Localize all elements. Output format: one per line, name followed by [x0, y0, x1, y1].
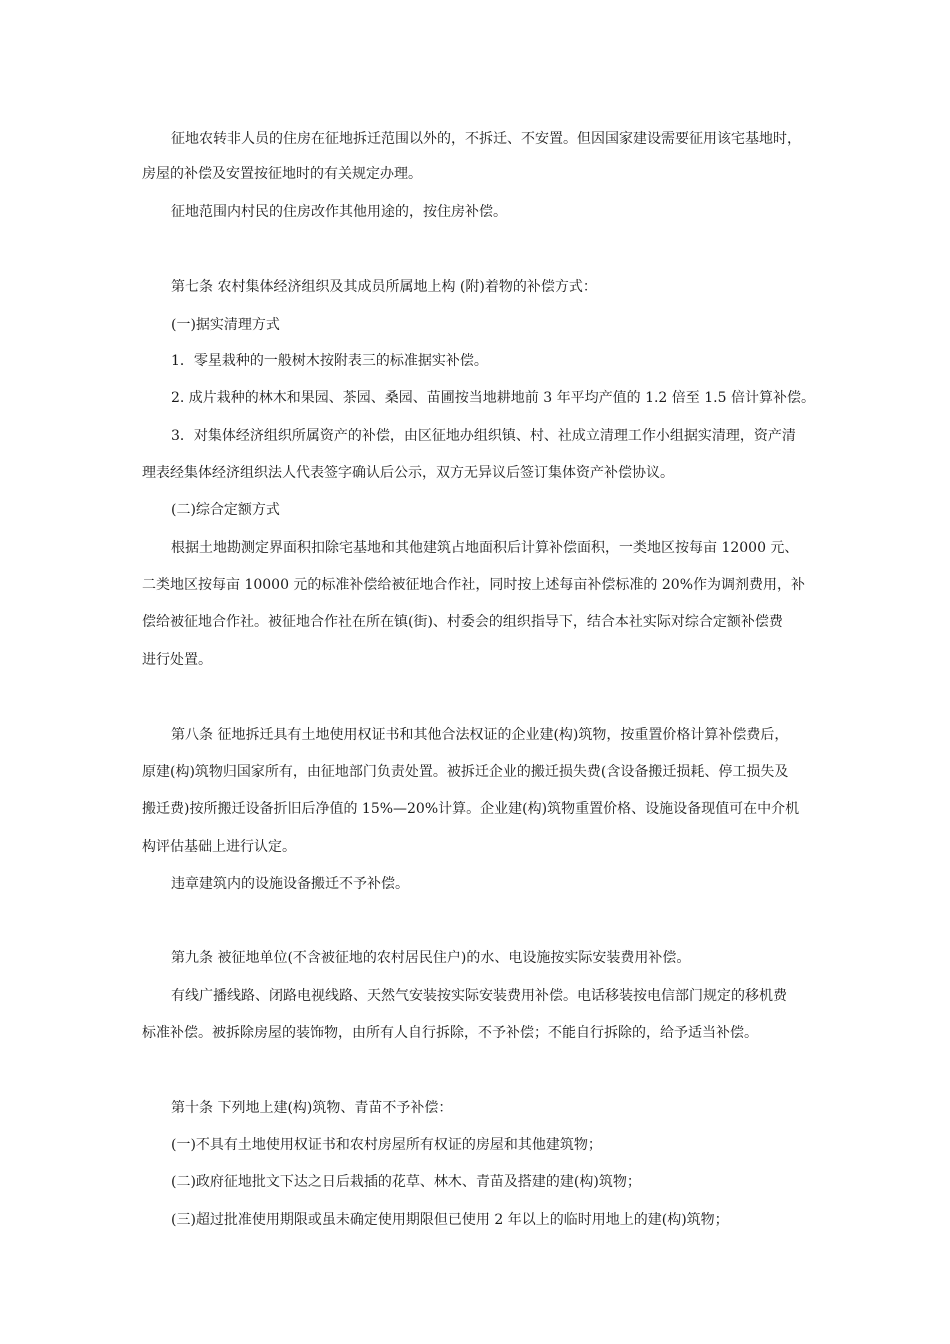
article-heading: 第十条 下列地上建(构)筑物、青苗不予补偿： [171, 1100, 453, 1116]
paragraph-line: 二类地区按每亩 10000 元的标准补偿给被征地合作社，同时按上述每亩补偿标准的 20%作为调剂费用，补 [142, 577, 806, 593]
paragraph-line: 征地范围内村民的住房改作其他用途的，按住房补偿。 [171, 204, 507, 220]
paragraph-line: 原建(构)筑物归国家所有，由征地部门负责处置。被拆迁企业的搬迁损失费(含设备搬迁损耗、停工损失及 [142, 764, 789, 780]
list-item: (二)政府征地批文下达之日后栽插的花草、林木、青苗及搭建的建(构)筑物； [171, 1174, 641, 1190]
paragraph-line: 有线广播线路、闭路电视线路、天然气安装按实际安装费用补偿。电话移装按电信部门规定的移机费 [171, 988, 787, 1004]
list-item: (三)超过批准使用期限或虽未确定使用期限但已使用 2 年以上的临时用地上的建(构)筑物； [171, 1212, 729, 1228]
paragraph-line: 构评估基础上进行认定。 [142, 839, 296, 855]
paragraph-line: 根据土地勘测定界面积扣除宅基地和其他建筑占地面积后计算补偿面积，一类地区按每亩 12000 元、 [171, 540, 799, 556]
list-item: (一)不具有土地使用权证书和农村房屋所有权证的房屋和其他建筑物； [171, 1137, 602, 1153]
list-item: 2. 成片栽种的林木和果园、茶园、桑园、苗圃按当地耕地前 3 年平均产值的 1.2 倍至 1.5 倍计算补偿。 [171, 390, 815, 406]
paragraph-line: 搬迁费)按所搬迁设备折旧后净值的 15%—20%计算。企业建(构)筑物重置价格、设施设备现值可在中介机 [142, 801, 800, 817]
paragraph-line: 违章建筑内的设施设备搬迁不予补偿。 [171, 876, 409, 892]
article-heading: 第七条 农村集体经济组织及其成员所属地上构 (附)着物的补偿方式： [171, 279, 597, 295]
paragraph-line: 标准补偿。被拆除房屋的装饰物，由所有人自行拆除，不予补偿；不能自行拆除的，给予适当补偿。 [142, 1025, 758, 1041]
section-heading: (一)据实清理方式 [171, 317, 280, 333]
list-item: 1．零星栽种的一般树木按附表三的标准据实补偿。 [171, 353, 488, 369]
article-heading: 第八条 征地拆迁具有土地使用权证书和其他合法权证的企业建(构)筑物，按重置价格计算补偿费后， [171, 727, 789, 743]
paragraph-line: 进行处置。 [142, 652, 212, 668]
paragraph-line: 理表经集体经济组织法人代表签字确认后公示，双方无异议后签订集体资产补偿协议。 [142, 465, 674, 481]
article-heading: 第九条 被征地单位(不含被征地的农村居民住户)的水、电设施按实际安装费用补偿。 [171, 950, 691, 966]
paragraph-line: 征地农转非人员的住房在征地拆迁范围以外的，不拆迁、不安置。但因国家建设需要征用该宅基地时， [171, 131, 801, 147]
paragraph-line: 房屋的补偿及安置按征地时的有关规定办理。 [142, 166, 422, 182]
section-heading: (二)综合定额方式 [171, 502, 280, 518]
list-item: 3．对集体经济组织所属资产的补偿，由区征地办组织镇、村、社成立清理工作小组据实清理，资产清 [171, 428, 796, 444]
paragraph-line: 偿给被征地合作社。被征地合作社在所在镇(街)、村委会的组织指导下，结合本社实际对综合定额补偿费 [142, 614, 783, 630]
